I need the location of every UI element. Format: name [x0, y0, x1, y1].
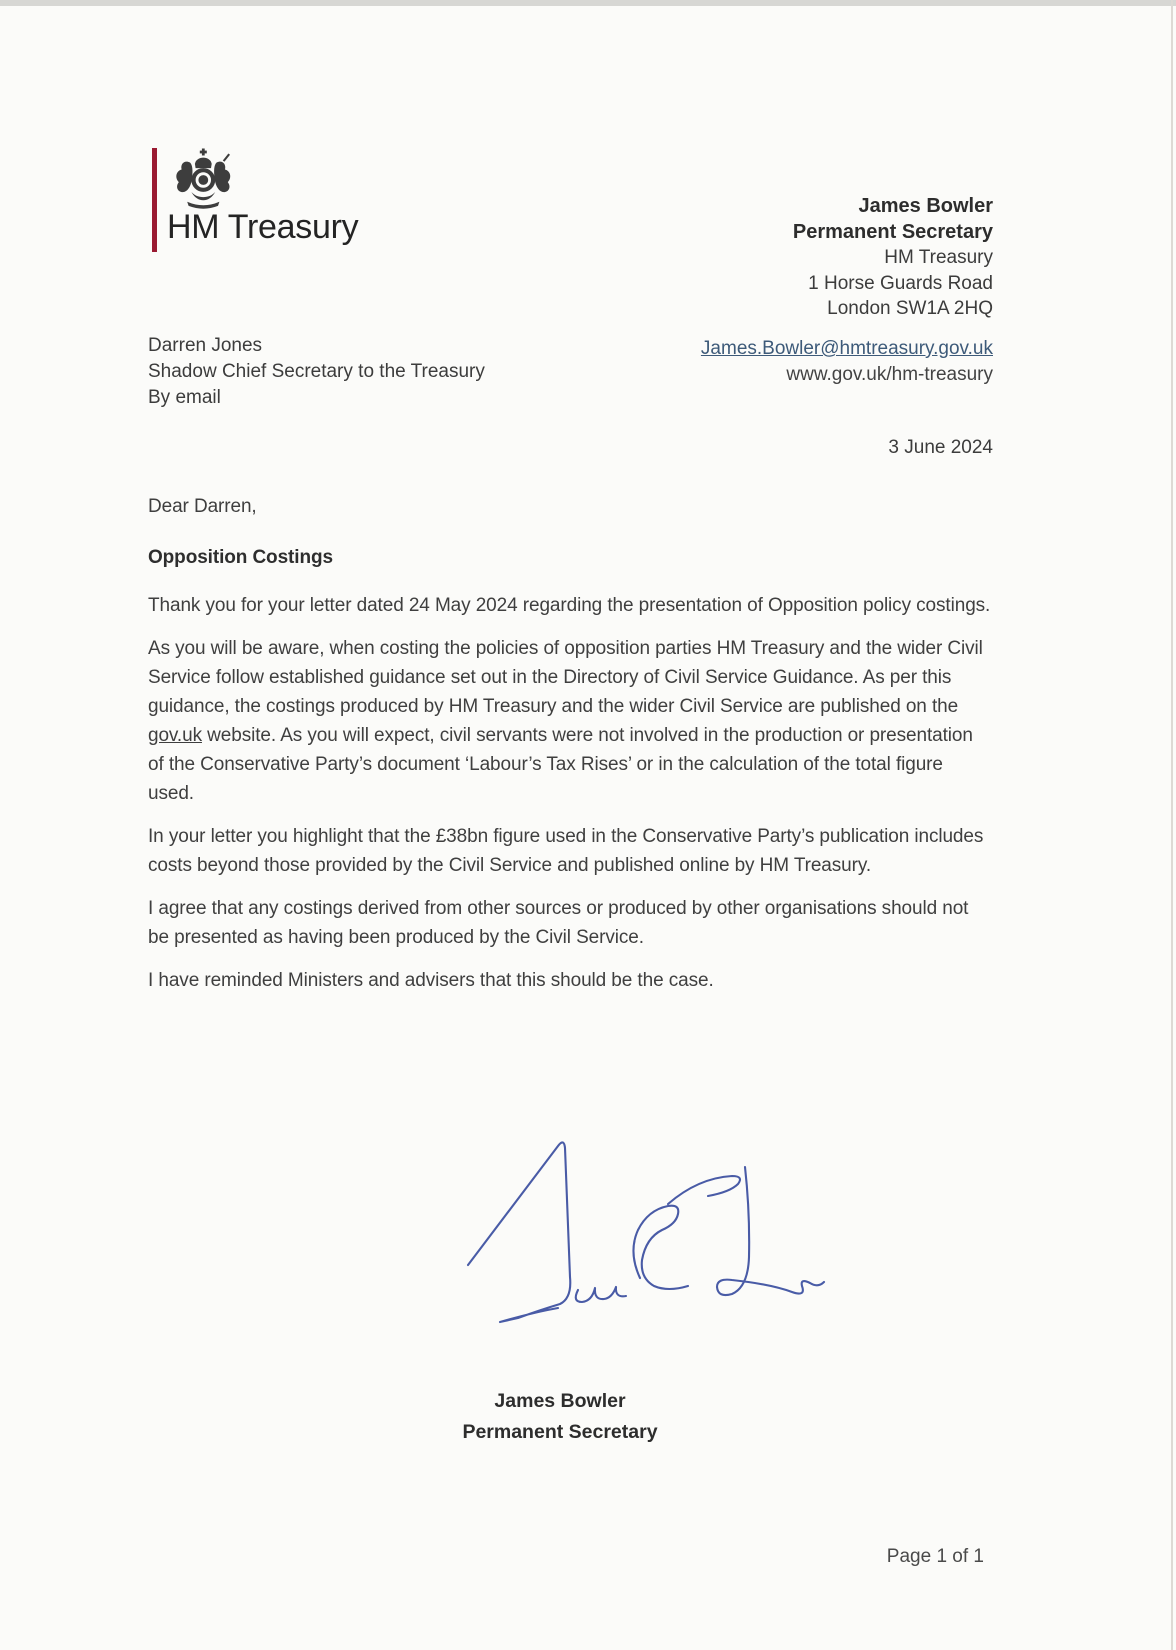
sender-name: James Bowler	[858, 195, 993, 217]
sender-address-line1: 1 Horse Guards Road	[808, 272, 993, 294]
scan-edge-right	[1171, 0, 1173, 1650]
paragraph-2-text-after: website. As you will expect, civil servants were not involved in the production or presentation of the Conservative Party’s document ‘Labour’s Tax Rises’ or in the calculation of the total figure used.	[148, 725, 973, 804]
paragraph-2	[148, 634, 993, 808]
handwritten-signature	[440, 1082, 840, 1327]
sender-email-link[interactable]: James.Bowler@hmtreasury.gov.uk	[700, 338, 993, 359]
signature-block	[410, 1386, 710, 1448]
paragraph-4: I agree that any costings derived from other sources or produced by other organisations should not be presented as having been produced by the Civil Service.	[148, 898, 969, 948]
signatory-name: James Bowler	[494, 1390, 626, 1412]
recipient-title: Shadow Chief Secretary to the Treasury	[148, 361, 485, 382]
page-number: Page 1 of 1	[886, 1546, 984, 1567]
sender-block	[793, 194, 993, 322]
logo-red-bar	[152, 148, 157, 252]
sender-contact-block	[701, 336, 993, 388]
subject-line: Opposition Costings	[148, 547, 333, 568]
letter-date: 3 June 2024	[888, 437, 993, 458]
sender-website: www.gov.uk/hm-treasury	[786, 364, 993, 385]
letter-body	[148, 492, 993, 1009]
sender-address-line2: London SW1A 2HQ	[827, 298, 993, 319]
sender-org: HM Treasury	[884, 247, 993, 268]
recipient-block	[148, 333, 485, 411]
recipient-name: Darren Jones	[148, 335, 263, 356]
paragraph-1: Thank you for your letter dated 24 May 2024 regarding the presentation of Opposition policy costings.	[148, 595, 991, 616]
paragraph-2-text-before: As you will be aware, when costing the policies of opposition parties HM Treasury and the wider Civil Service follow established guidance set out in the Directory of Civil Service Guidance. As per this guidance, the costings produced by HM Treasury and the wider Civil Service are published on the	[148, 638, 983, 717]
signatory-title: Permanent Secretary	[462, 1421, 658, 1443]
hm-treasury-logo	[152, 148, 472, 256]
logo-org-name: HM Treasury	[167, 208, 359, 246]
scan-edge-top	[0, 0, 1176, 6]
recipient-delivery-method: By email	[148, 387, 221, 408]
sender-title: Permanent Secretary	[792, 220, 993, 243]
paragraph-5: I have reminded Ministers and advisers that this should be the case.	[148, 970, 714, 991]
royal-coat-of-arms-icon	[169, 148, 239, 212]
salutation: Dear Darren,	[148, 496, 257, 517]
paragraph-3: In your letter you highlight that the £38bn figure used in the Conservative Party’s publication includes costs beyond those provided by the Civil Service and published online by HM Treasury.	[148, 826, 984, 876]
gov-uk-link[interactable]: gov.uk	[148, 725, 202, 746]
